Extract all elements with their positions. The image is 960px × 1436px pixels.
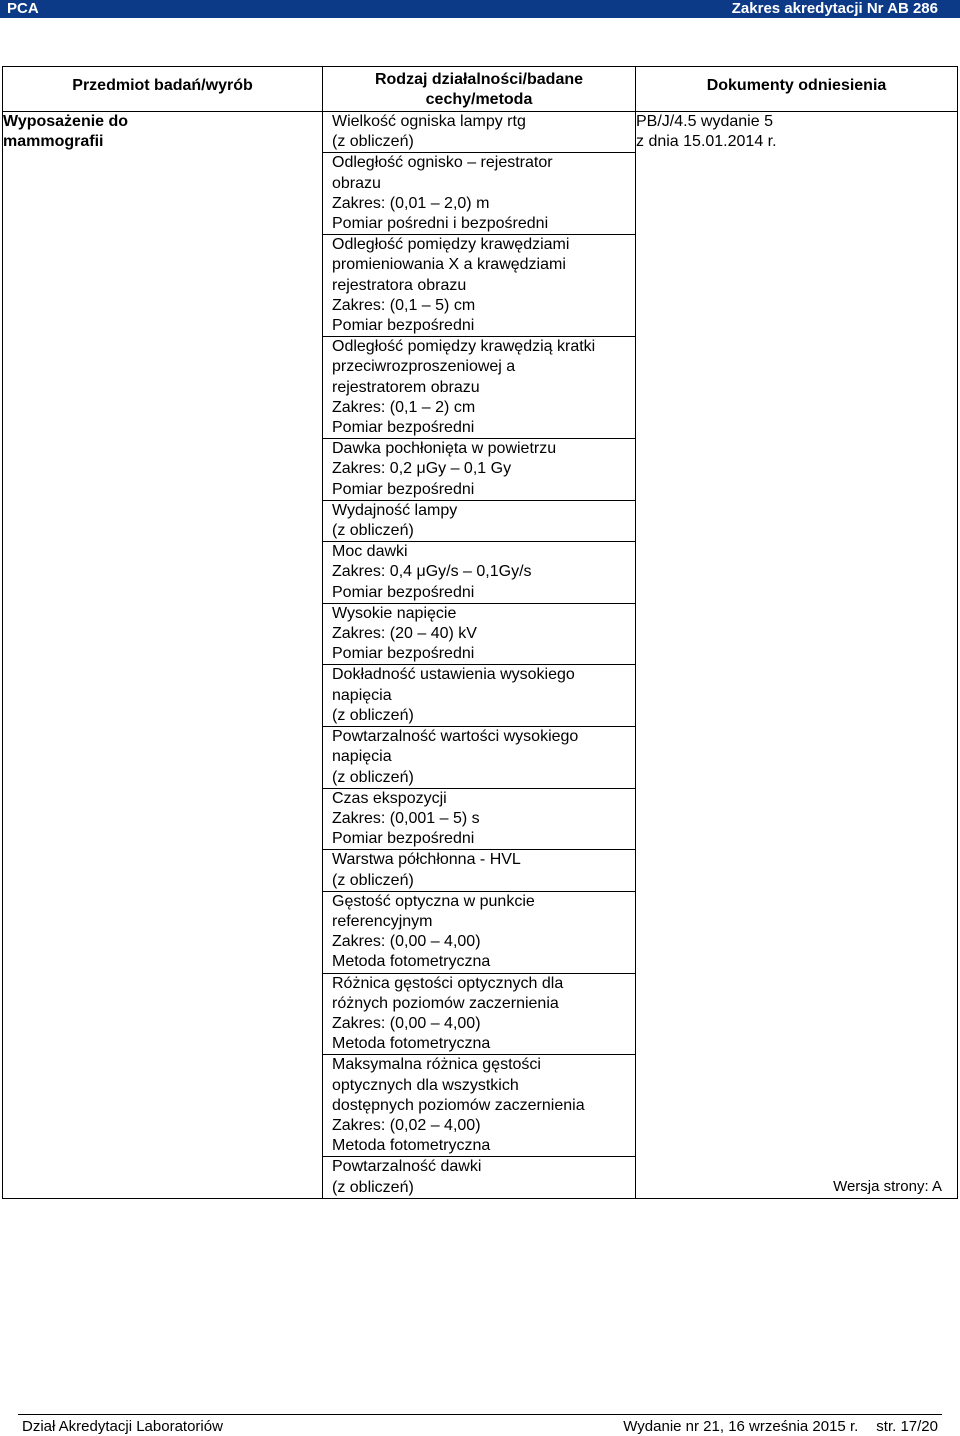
entry-line: napięcia bbox=[332, 686, 392, 704]
entry-line: Pomiar bezpośredni bbox=[332, 419, 475, 437]
entry-line: przeciwrozproszeniowej a bbox=[332, 358, 516, 376]
entry-line: rejestratorem obrazu bbox=[332, 378, 480, 396]
entry-line: Warstwa półchłonna - HVL bbox=[332, 851, 521, 869]
entry-line: dostępnych poziomów zaczernienia bbox=[332, 1096, 585, 1114]
entry-line: różnych poziomów zaczernienia bbox=[332, 994, 559, 1012]
entry-line: (z obliczeń) bbox=[332, 522, 414, 540]
entry-line: Zakres: (0,1 – 5) cm bbox=[332, 296, 476, 314]
entry-line: Zakres: (0,1 – 2) cm bbox=[332, 398, 476, 416]
entry-line: Odległość ognisko – rejestrator bbox=[332, 154, 553, 172]
table-entry bbox=[323, 1157, 635, 1197]
table-entry bbox=[323, 727, 635, 789]
entry-line: Zakres: (0,02 – 4,00) bbox=[332, 1116, 481, 1134]
accreditation-table bbox=[2, 66, 958, 1199]
table-entry bbox=[323, 337, 635, 439]
header-subject: Przedmiot badań/wyrób bbox=[3, 67, 323, 112]
header-docs: Dokumenty odniesienia bbox=[636, 67, 958, 112]
entry-line: Pomiar pośredni i bezpośredni bbox=[332, 215, 549, 233]
entry-line: optycznych dla wszystkich bbox=[332, 1076, 519, 1094]
entry-line: Różnica gęstości optycznych dla bbox=[332, 974, 564, 992]
table-entry bbox=[323, 439, 635, 501]
table-entry bbox=[323, 789, 635, 851]
entry-line: Zakres: (0,01 – 2,0) m bbox=[332, 194, 490, 212]
table-header-row bbox=[3, 67, 958, 112]
table-entry bbox=[323, 112, 635, 153]
entry-line: Zakres: 0,4 μGy/s – 0,1Gy/s bbox=[332, 563, 532, 581]
footer-divider bbox=[18, 1414, 942, 1415]
entry-line: Metoda fotometryczna bbox=[332, 1137, 491, 1155]
activities-cell bbox=[323, 112, 636, 1199]
table-entry bbox=[323, 665, 635, 727]
entry-line: Powtarzalność dawki bbox=[332, 1158, 482, 1176]
entry-line: Zakres: (0,00 – 4,00) bbox=[332, 1014, 481, 1032]
entry-line: Dawka pochłonięta w powietrzu bbox=[332, 440, 557, 458]
table-entry bbox=[323, 974, 635, 1056]
entry-line: napięcia bbox=[332, 748, 392, 766]
entry-line: Pomiar bezpośredni bbox=[332, 830, 475, 848]
table-entry bbox=[323, 153, 635, 235]
entry-line: Moc dawki bbox=[332, 543, 408, 561]
header-org: PCA bbox=[7, 0, 39, 17]
table-entry bbox=[323, 235, 635, 337]
entry-line: Metoda fotometryczna bbox=[332, 953, 491, 971]
docs-cell: PB/J/4.5 wydanie 5 z dnia 15.01.2014 r. bbox=[636, 112, 958, 1199]
entry-line: Odległość pomiędzy krawędzią kratki bbox=[332, 338, 596, 356]
subject-cell: Wyposażenie do mammografii bbox=[3, 112, 323, 1199]
footer-info bbox=[605, 1418, 938, 1435]
entry-line: Pomiar bezpośredni bbox=[332, 317, 475, 335]
entry-line: Zakres: (0,00 – 4,00) bbox=[332, 933, 481, 951]
entry-line: Odległość pomiędzy krawędziami bbox=[332, 236, 570, 254]
entry-line: Pomiar bezpośredni bbox=[332, 645, 475, 663]
entry-line: Zakres: (20 – 40) kV bbox=[332, 625, 477, 643]
table-entry bbox=[323, 892, 635, 974]
entry-line: referencyjnym bbox=[332, 912, 433, 930]
table-entry bbox=[323, 850, 635, 891]
entry-line: (z obliczeń) bbox=[332, 871, 414, 889]
entry-line: Zakres: (0,001 – 5) s bbox=[332, 809, 480, 827]
entry-line: (z obliczeń) bbox=[332, 133, 414, 151]
entry-line: Czas ekspozycji bbox=[332, 789, 447, 807]
entry-line: Dokładność ustawienia wysokiego bbox=[332, 666, 575, 684]
entry-line: (z obliczeń) bbox=[332, 706, 414, 724]
entry-line: Metoda fotometryczna bbox=[332, 1035, 491, 1053]
footer-edition: Wydanie nr 21, 16 września 2015 r. bbox=[623, 1418, 859, 1435]
entry-line: Pomiar bezpośredni bbox=[332, 480, 475, 498]
table-entry bbox=[323, 604, 635, 666]
table-row bbox=[3, 112, 958, 1199]
entry-line: promieniowania X a krawędziami bbox=[332, 256, 566, 274]
entry-line: rejestratora obrazu bbox=[332, 276, 467, 294]
entry-line: (z obliczeń) bbox=[332, 1178, 414, 1196]
footer-department: Dział Akredytacji Laboratoriów bbox=[22, 1418, 223, 1435]
entry-line: Pomiar bezpośredni bbox=[332, 583, 475, 601]
entry-line: Wydajność lampy bbox=[332, 501, 458, 519]
entry-line: Powtarzalność wartości wysokiego bbox=[332, 728, 579, 746]
table-entry bbox=[323, 1055, 635, 1157]
entry-line: Zakres: 0,2 μGy – 0,1 Gy bbox=[332, 460, 512, 478]
table-entry bbox=[323, 501, 635, 542]
table-entry bbox=[323, 542, 635, 604]
entry-line: Wielkość ogniska lampy rtg bbox=[332, 113, 526, 130]
page-version: Wersja strony: A bbox=[833, 1178, 942, 1195]
header-activity: Rodzaj działalności/badane cechy/metoda bbox=[323, 67, 636, 112]
entry-line: (z obliczeń) bbox=[332, 768, 414, 786]
entry-line: Wysokie napięcie bbox=[332, 604, 457, 622]
page-header bbox=[0, 0, 960, 18]
header-title: Zakres akredytacji Nr AB 286 bbox=[731, 0, 938, 17]
entry-line: obrazu bbox=[332, 174, 381, 192]
entry-line: Gęstość optyczna w punkcie bbox=[332, 892, 535, 910]
footer-page: str. 17/20 bbox=[876, 1418, 938, 1435]
entry-line: Maksymalna różnica gęstości bbox=[332, 1056, 541, 1074]
